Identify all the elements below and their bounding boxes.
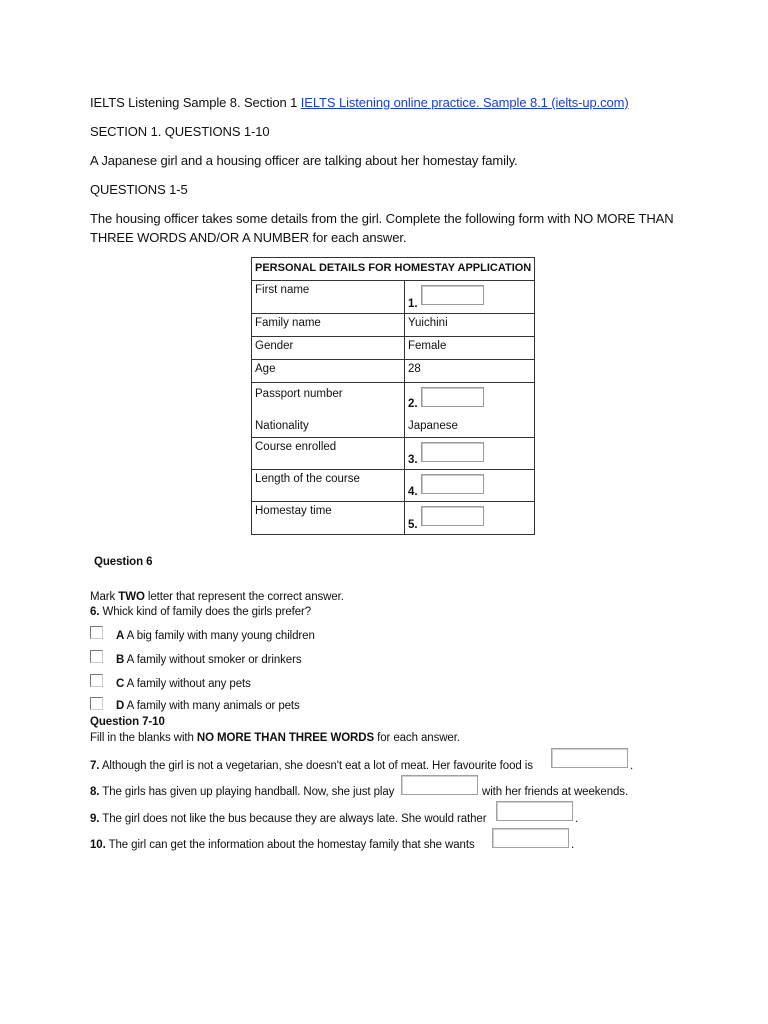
q10-number: 10. [90, 839, 106, 851]
answer-input-1[interactable] [421, 285, 484, 305]
option-c-letter: C [116, 678, 125, 690]
form-value-age: 28 [405, 360, 535, 383]
q7-text: Although the girl is not a vegetarian, she doesn't eat a lot of meat. Her favourite food is [99, 760, 533, 772]
answer-input-9[interactable] [496, 801, 573, 821]
checkbox-option-b[interactable] [90, 650, 103, 663]
q8-after: with her friends at weekends. [482, 786, 629, 798]
answer-number-3: 3. [408, 454, 418, 466]
form-answer-3 [405, 438, 535, 470]
form-label-nationality: Nationality [255, 420, 309, 432]
q7-10-instruction-post: for each answer. [374, 732, 460, 744]
question-8 [90, 786, 394, 798]
answer-number-2: 2. [408, 398, 418, 410]
option-c [116, 678, 251, 690]
question-7-10-instruction [90, 732, 460, 744]
form-label-gender: Gender [252, 337, 405, 360]
question-6-text [90, 606, 311, 618]
form-label-first-name: First name [252, 281, 405, 314]
answer-input-7[interactable] [551, 748, 628, 768]
option-b-letter: B [116, 654, 125, 666]
question-9 [90, 813, 486, 825]
ielts-practice-link[interactable]: IELTS Listening online practice. Sample 8.1 (ielts-up.com) [300, 95, 629, 110]
questions-1-5-label: QUESTIONS 1-5 [90, 182, 188, 197]
option-c-text: A family without any pets [124, 678, 251, 690]
answer-input-5[interactable] [421, 506, 484, 526]
q9-text: The girl does not like the bus because they are always late. She would rather [99, 813, 487, 825]
checkbox-option-c[interactable] [90, 674, 103, 687]
option-d-letter: D [116, 700, 125, 712]
section-heading: SECTION 1. QUESTIONS 1-10 [90, 124, 270, 139]
answer-input-2[interactable] [421, 387, 484, 407]
homestay-application-form [251, 257, 535, 535]
document-title [90, 95, 629, 110]
question-7 [90, 760, 533, 772]
checkbox-option-d[interactable] [90, 697, 103, 710]
form-label-passport-nationality [252, 383, 405, 438]
instruction-line-2: THREE WORDS AND/OR A NUMBER for each answer. [90, 230, 407, 245]
q10-after: . [571, 839, 575, 851]
answer-number-5: 5. [408, 519, 418, 531]
q8-text: The girls has given up playing handball. Now, she just play [99, 786, 395, 798]
option-b-text: A family without smoker or drinkers [124, 654, 302, 666]
question-6-heading: Question 6 [94, 556, 153, 568]
form-answer-5 [405, 502, 535, 535]
q6-question: Whick kind of family does the girls prefer? [99, 606, 312, 618]
q7-after: . [630, 760, 634, 772]
option-a [116, 630, 315, 642]
question-6-instruction [90, 591, 344, 603]
q8-number: 8. [90, 786, 100, 798]
form-answer-2 [405, 383, 535, 438]
form-label-age: Age [252, 360, 405, 383]
form-label-course-length: Length of the course [252, 470, 405, 502]
form-value-family-name: Yuichini [405, 314, 535, 337]
question-10 [90, 839, 475, 851]
q6-instruction-pre: Mark [90, 591, 119, 603]
answer-input-8[interactable] [401, 775, 478, 795]
q6-instruction-post: letter that represent the correct answer. [144, 591, 344, 603]
answer-number-1: 1. [408, 298, 418, 310]
form-answer-1 [405, 281, 535, 314]
q9-number: 9. [90, 813, 100, 825]
option-a-letter: A [116, 630, 125, 642]
checkbox-option-a[interactable] [90, 626, 103, 639]
option-b [116, 654, 302, 666]
form-label-course-enrolled: Course enrolled [252, 438, 405, 470]
form-label-family-name: Family name [252, 314, 405, 337]
option-a-text: A big family with many young children [124, 630, 315, 642]
form-answer-4 [405, 470, 535, 502]
form-value-nationality: Japanese [408, 420, 458, 432]
form-header: PERSONAL DETAILS FOR HOMESTAY APPLICATION [252, 258, 535, 281]
answer-input-4[interactable] [421, 474, 484, 494]
q6-instruction-bold: TWO [118, 591, 145, 603]
section-description: A Japanese girl and a housing officer are talking about her homestay family. [90, 153, 518, 168]
answer-number-4: 4. [408, 486, 418, 498]
answer-input-3[interactable] [421, 442, 484, 462]
q7-10-instruction-bold: NO MORE THAN THREE WORDS [196, 732, 375, 744]
question-7-10-heading: Question 7-10 [90, 716, 165, 728]
q7-number: 7. [90, 760, 100, 772]
form-label-passport: Passport number [255, 388, 343, 400]
q9-after: . [575, 813, 579, 825]
form-value-gender: Female [405, 337, 535, 360]
q10-text: The girl can get the information about the homestay family that she wants [105, 839, 475, 851]
q6-number: 6. [90, 606, 100, 618]
q7-10-instruction-pre: Fill in the blanks with [90, 732, 197, 744]
option-d-text: A family with many animals or pets [124, 700, 300, 712]
instruction-line-1: The housing officer takes some details from the girl. Complete the following form with NO MORE THAN [90, 211, 674, 226]
answer-input-10[interactable] [492, 828, 569, 848]
title-prefix: IELTS Listening Sample 8. Section 1 [90, 95, 298, 110]
option-d [116, 700, 300, 712]
form-label-homestay-time: Homestay time [252, 502, 405, 535]
